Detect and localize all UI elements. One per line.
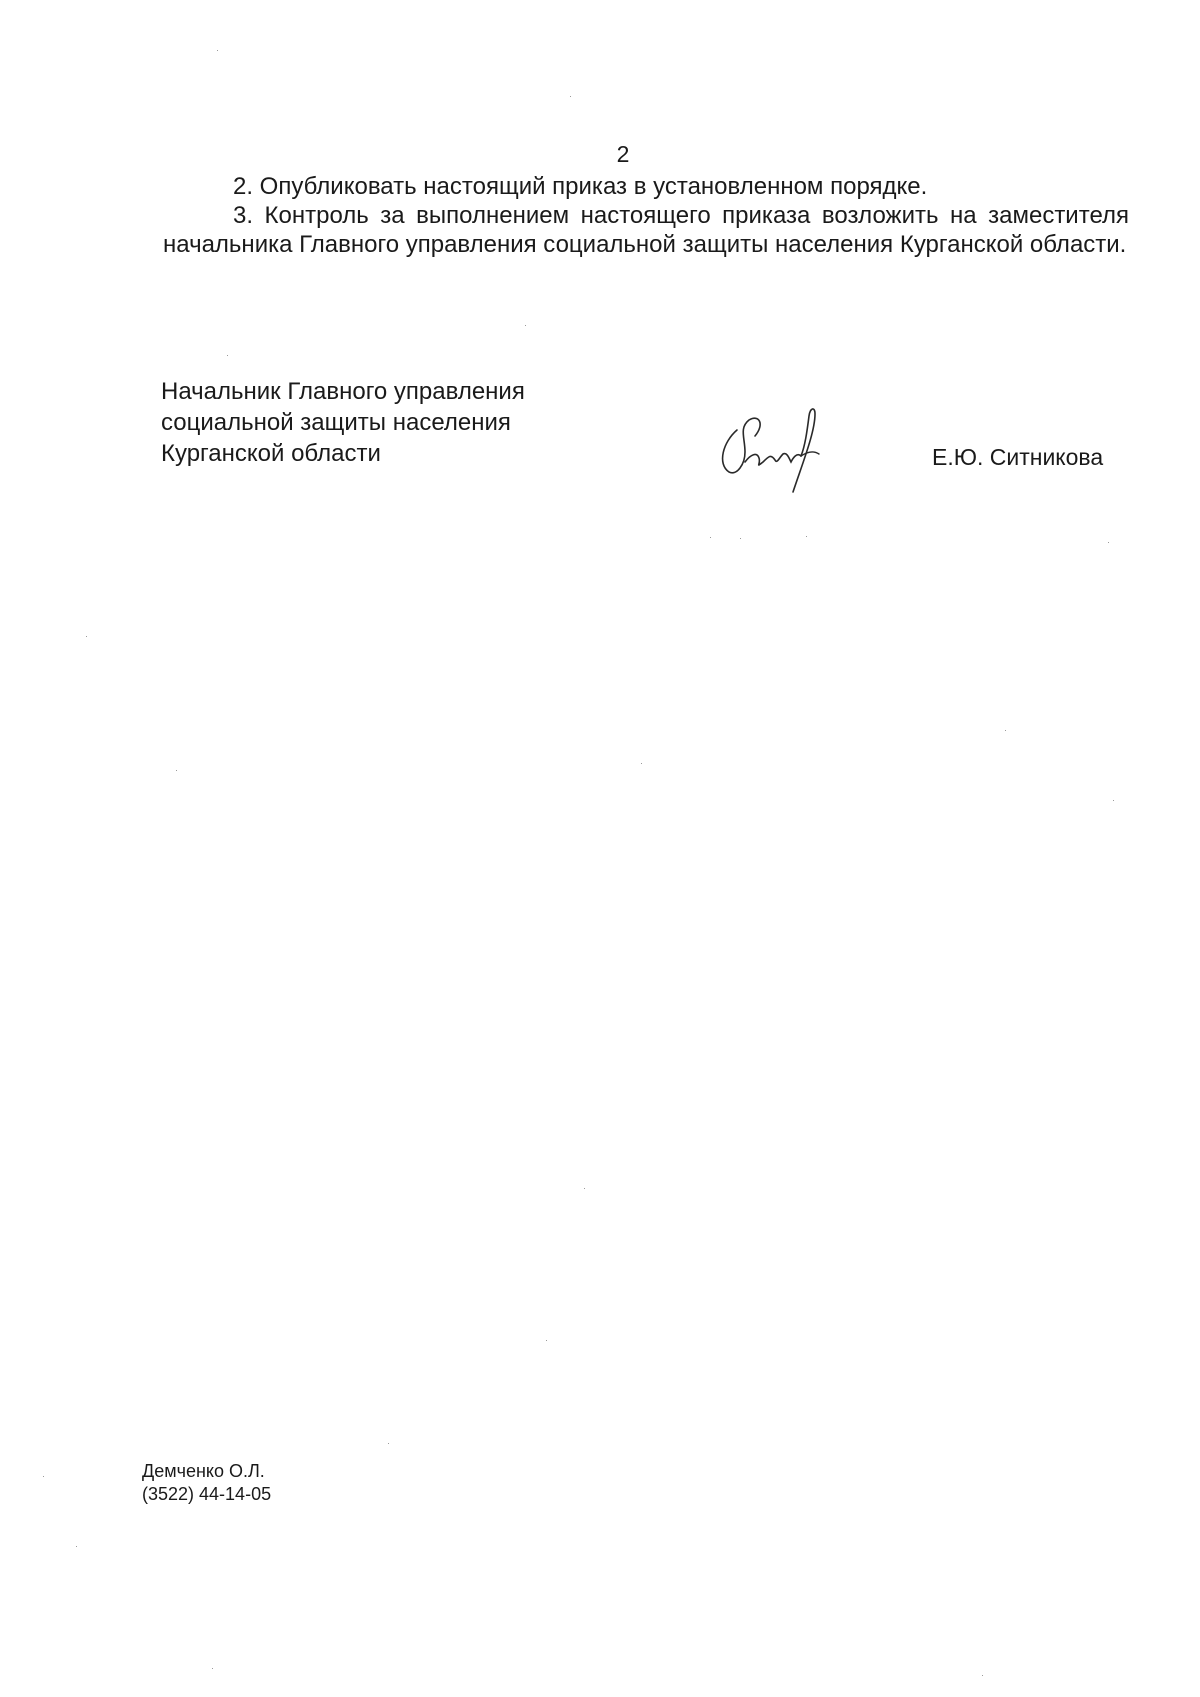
scan-speck <box>76 1546 77 1547</box>
scan-speck <box>584 1188 585 1189</box>
scan-speck <box>546 1340 547 1341</box>
signatory-position-line: социальной защиты населения <box>161 409 511 436</box>
scan-speck <box>217 50 218 51</box>
body-text <box>163 172 1129 259</box>
scan-speck <box>806 536 807 537</box>
paragraph-control: 3. Контроль за выполнением настоящего приказа возложить на заместителя начальника Главного управления социальной защиты населения Курганской области. <box>163 202 1129 258</box>
scan-speck <box>176 770 177 771</box>
scan-speck <box>227 355 228 356</box>
signatory-name: Е.Ю. Ситникова <box>932 444 1104 470</box>
scan-speck <box>710 537 711 538</box>
page-number: 2 <box>616 141 630 167</box>
paragraph-publish: 2. Опубликовать настоящий приказ в установленном порядке. <box>233 173 928 200</box>
executor-name: Демченко О.Л. <box>142 1461 265 1481</box>
signatory-position <box>161 376 525 469</box>
scan-speck <box>1005 730 1006 731</box>
scan-speck <box>982 1675 983 1676</box>
scan-speck <box>43 1476 44 1477</box>
scan-speck <box>86 636 87 637</box>
executor-phone: (3522) 44-14-05 <box>142 1484 272 1504</box>
scan-speck <box>1108 542 1109 543</box>
signatory-position-line: Начальник Главного управления <box>161 378 525 405</box>
signatory-position-line: Курганской области <box>161 440 381 467</box>
scan-speck <box>641 763 642 764</box>
executor-info <box>142 1460 271 1506</box>
handwritten-signature <box>715 402 840 494</box>
scan-speck <box>212 1668 213 1669</box>
scan-speck <box>525 325 526 326</box>
scan-speck <box>740 538 741 539</box>
scan-speck <box>570 96 571 97</box>
scan-speck <box>1113 800 1114 801</box>
scan-speck <box>388 1443 389 1444</box>
